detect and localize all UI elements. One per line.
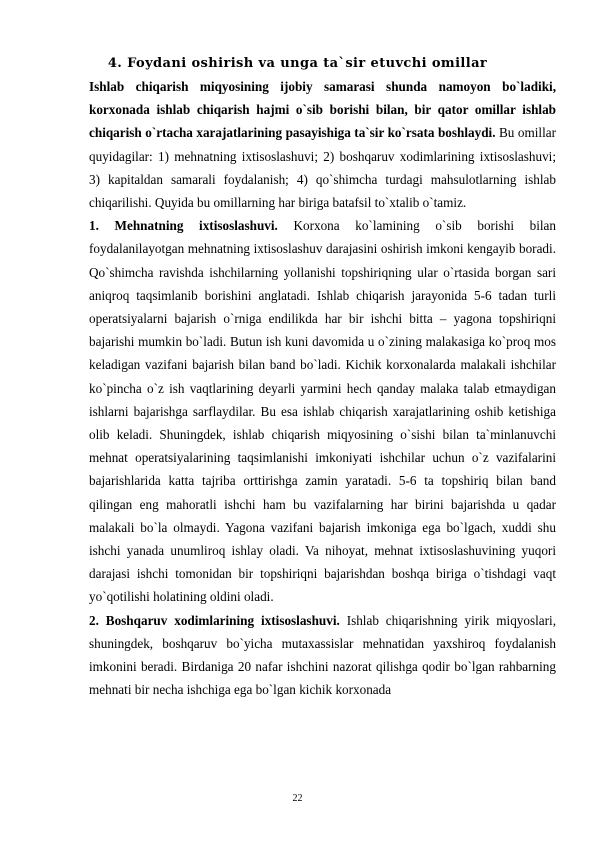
body-text bbox=[89, 75, 556, 701]
section1-title: 1. Mehnatning ixtisoslashuvi. bbox=[89, 218, 278, 234]
intro-paragraph bbox=[89, 75, 556, 214]
section-heading: 4. Foydani oshirish va unga ta`sir etuvchi omillar bbox=[107, 56, 488, 71]
section2-text: Ishlab chiqarishning yirik miqyoslari, shuningdek, boshqaruv bo`yicha mutaxassislar mehnatidan yaxshiroq foydalanish imkonini beradi. Birdaniga 20 nafar ishchini nazorat qilishga qodir bo`lgan rahbarning mehnati bir necha ishchiga ega bo`lgan kichik korxonada bbox=[89, 612, 556, 698]
intro-text: Bu omillar quyidagilar: 1) mehnatning ixtisoslashuvi; 2) boshqaruv xodimlarining ixtisoslashuvi; 3) kapitaldan samarali foydalanish; 4) qo`shimcha turdagi mahsulotlarning ishlab chiqarilishi. Quyida bu omillarning har biriga batafsil to`xtalib o`tamiz. bbox=[89, 125, 556, 211]
section2-title: 2. Boshqaruv xodimlarining ixtisoslashuvi. bbox=[89, 612, 340, 628]
section2-paragraph bbox=[89, 609, 556, 702]
section1-paragraph bbox=[89, 214, 556, 608]
intro-bold-text: Ishlab chiqarish miqyosining ijobiy samarasi shunda namoyon bo`ladiki, korxonada ishlab chiqarish hajmi o`sib borishi bilan, bir qator omillar ishlab chiqarish o`rtacha xarajatlarining pasayishiga ta`sir ko`rsata boshlaydi. bbox=[89, 79, 556, 141]
section1-text: Korxona ko`lamining o`sib borishi bilan foydalanilayotgan mehnatning ixtisoslashuv darajasini oshirish imkoni kengayib boradi. Qo`shimcha ravishda ishchilarning yollanishi topshiriqning ular o`rtasida borgan sari aniqroq taqsimlanib borishini anglatadi. Ishlab chiqarish jarayonida 5-6 tadan turli operatsiyalarni bajarish o`rniga endilikda har bir ishchi bitta – yagona topshiriqni bajarishi mumkin bo`ladi. Butun ish kuni davomida u o`zining malakasiga ko`proq mos keladigan vazifani bajarish bilan band bo`ladi. Kichik korxonalarda malakali ishchilar ko`pincha o`z ish vaqtlarining deyarli yarmini hech qanday malaka talab etmaydigan ishlarni bajarishga sarflaydilar. Bu esa ishlab chiqarish xarajatlarining oshib ketishiga olib keladi. Shuningdek, ishlab chiqarish miqyosining o`sishi bilan ta`minlanuvchi mehnat operatsiyalarining taqsimlanishi imkoniyati ishchilar uchun o`z vazifalarini bajarishlarida katta tajriba orttirishga zamin yaratadi. 5-6 ta topshiriq bilan band qilingan eng mahoratli ishchi ham bu vazifalarning har birini bajarishda u qadar malakali bo`la olmaydi. Yagona vazifani bajarish imkoniga ega bo`lgach, xuddi shu ishchi yanada unumliroq ishlay oladi. Va nihoyat, mehnat ixtisoslashuvining yuqori darajasi ishchi tomonidan bir topshiriqni bajarishdan boshqa biriga o`tishdagi vaqt yo`qotilishi holatining oldini oladi. bbox=[89, 218, 556, 605]
page-number: 22 bbox=[292, 793, 303, 804]
